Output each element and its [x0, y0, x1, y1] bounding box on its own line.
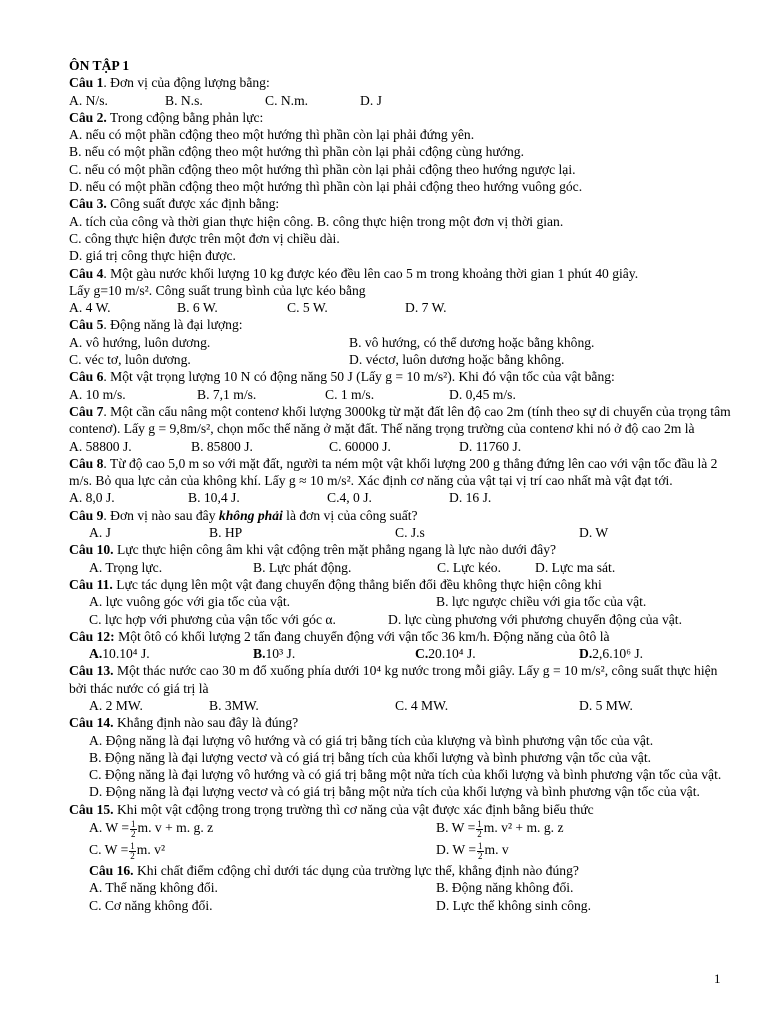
question-16-options-cd: C. Cơ năng không đổi. D. Lực thế không sinh công.: [89, 897, 591, 913]
fraction-one-half: $\frac{1}{2}$: [478, 840, 483, 861]
question-10: Câu 10. Lực thực hiện công âm khi vật cđộng trên mặt phẳng ngang là lực nào dưới đây?: [69, 542, 557, 558]
question-3-option-d: D. giá trị công thực hiện được.: [69, 248, 236, 264]
question-9: Câu 9. Đơn vị nào sau đây không phải là đơn vị của công suất?: [69, 507, 418, 523]
question-7: Câu 7. Một cần cẩu nâng một contenơ khối lượng 3000kg từ mặt đất lên độ cao 2m (tính theo sự di chuyển của trọng tâm contenơ). Lấy g = 9,8m/s², chọn mốc thế năng ở mặt đất. Thế năng trọng trường của contenơ khi nó ở độ cao 2m là: [69, 403, 731, 437]
question-8: Câu 8. Từ độ cao 5,0 m so với mặt đất, người ta ném một vật khối lượng 200 g thẳng đứng lên cao với vận tốc đầu là 2 m/s. Bỏ qua lực cản của không khí. Lấy g ≈ 10 m/s². Xác định cơ năng của vật tại vị trí cao nhất mà vật đạt tới.: [69, 455, 718, 489]
question-15: Câu 15. Khi một vật cđộng trong trọng trường thì cơ năng của vật được xác định bằng biểu thức: [69, 801, 594, 817]
question-2: Câu 2. Trong cđộng bằng phản lực:: [69, 109, 264, 125]
question-3-option-c: C. công thực hiện được trên một đơn vị chiều dài.: [69, 230, 340, 246]
document-body: [69, 57, 734, 914]
fraction-one-half: $\frac{1}{2}$: [130, 840, 135, 861]
question-12-options: A.10.10⁴ J. B.10³ J. C.20.10⁴ J. D.2,6.10⁶ J.: [89, 646, 644, 662]
question-9-options: A. J B. HP C. J.s D. W: [89, 525, 609, 541]
question-5-options-ab: A. vô hướng, luôn dương. B. vô hướng, có thể dương hoặc bằng không.: [69, 334, 595, 350]
question-14-option-c: C. Động năng là đại lượng vô hướng và có giá trị bằng một nửa tích của khối lượng và bình phương vận tốc của vật.: [89, 767, 722, 783]
question-16: Câu 16. Khi chất điểm cđộng chỉ dưới tác dụng của trường lực thế, khẳng định nào đúng?: [89, 863, 579, 879]
question-16-options-ab: A. Thế năng không đổi. B. Động năng không đổi.: [89, 880, 574, 896]
question-1-options: A. N/s. B. N.s. C. N.m. D. J: [69, 92, 382, 108]
question-4-options: A. 4 W. B. 6 W. C. 5 W. D. 7 W.: [69, 300, 447, 316]
question-4-line2: Lấy g=10 m/s². Công suất trung bình của lực kéo bằng: [69, 282, 366, 298]
question-3: Câu 3. Công suất được xác định bằng:: [69, 196, 280, 212]
fraction-one-half: $\frac{1}{2}$: [131, 818, 136, 839]
question-4: Câu 4. Một gàu nước khối lượng 10 kg được kéo đều lên cao 5 m trong khoảng thời gian 1 phút 40 giây.: [69, 265, 639, 281]
fraction-one-half: $\frac{1}{2}$: [477, 818, 482, 839]
question-6: Câu 6. Một vật trọng lượng 10 N có động năng 50 J (Lấy g = 10 m/s²). Khi đó vận tốc của vật bằng:: [69, 369, 615, 385]
page-number: 1: [714, 971, 721, 986]
question-5: Câu 5. Động năng là đại lượng:: [69, 317, 243, 333]
question-10-options: A. Trọng lực. B. Lực phát động. C. Lực kéo. D. Lực ma sát.: [89, 559, 616, 575]
question-8-options: A. 8,0 J. B. 10,4 J. C.4, 0 J. D. 16 J.: [69, 490, 492, 506]
question-6-options: A. 10 m/s. B. 7,1 m/s. C. 1 m/s. D. 0,45 m/s.: [69, 386, 516, 402]
question-15-options-ab: A. W = $\frac{1}{2}$ m. v + m. g. z B. W = $\frac{1}{2}$ m. v² + m. g. z: [89, 818, 564, 839]
question-14-option-d: D. Động năng là đại lượng vectơ và có giá trị bằng một nửa tích của khối lượng và bình phương vận tốc của vật.: [89, 784, 700, 800]
question-11: Câu 11. Lực tác dụng lên một vật đang chuyển động thẳng biến đổi đều không thực hiện công khi: [69, 576, 602, 592]
question-5-options-cd: C. véc tơ, luôn dương. D. véctơ, luôn dương hoặc bằng không.: [69, 352, 565, 368]
question-2-option-d: D. nếu có một phần cđộng theo một hướng thì phần còn lại phải cđộng theo hướng vuông góc.: [69, 179, 583, 195]
question-13-options: A. 2 MW. B. 3MW. C. 4 MW. D. 5 MW.: [89, 697, 633, 713]
question-7-options: A. 58800 J. B. 85800 J. C. 60000 J. D. 11760 J.: [69, 438, 522, 454]
question-14-option-b: B. Động năng là đại lượng vectơ và có giá trị bằng tích của khối lượng và bình phương vận tốc của vật.: [89, 749, 651, 765]
question-2-option-c: C. nếu có một phần cđộng theo một hướng thì phần còn lại phải cđộng theo hướng ngược lại.: [69, 161, 576, 177]
question-13: Câu 13. Một thác nước cao 30 m đổ xuống phía dưới 10⁴ kg nước trong mỗi giây. Lấy g = 10 m/s², công suất thực hiện bởi thác nước có giá trị là: [69, 663, 718, 696]
question-14: Câu 14. Khẳng định nào sau đây là đúng?: [69, 715, 299, 731]
question-14-option-a: A. Động năng là đại lượng vô hướng và có giá trị bằng tích của klượng và bình phương vận tốc của vật.: [89, 732, 654, 748]
question-12: Câu 12: Một ôtô có khối lượng 2 tấn đang chuyển động với vận tốc 36 km/h. Động năng của ôtô là: [69, 628, 610, 644]
question-2-option-a: A. nếu có một phần cđộng theo một hướng thì phần còn lại phải đứng yên.: [69, 127, 475, 143]
page-title: ÔN TẬP 1: [69, 58, 130, 73]
question-1: Câu 1. Đơn vị của động lượng bằng:: [69, 75, 270, 91]
question-15-options-cd: C. W = $\frac{1}{2}$ m. v² D. W = $\frac{1}{2}$ m. v: [89, 840, 509, 861]
question-11-options-cd: C. lực hợp với phương của vận tốc với góc α. D. lực cùng phương với phương chuyển động của vật.: [89, 611, 682, 627]
question-3-option-ab: A. tích của công và thời gian thực hiện công. B. công thực hiện trong một đơn vị thời gian.: [69, 213, 564, 229]
question-2-option-b: B. nếu có một phần cđộng theo một hướng thì phần còn lại phải cđộng cùng hướng.: [69, 144, 524, 160]
question-11-options-ab: A. lực vuông góc với gia tốc của vật. B. lực ngược chiều với gia tốc của vật.: [89, 594, 647, 610]
